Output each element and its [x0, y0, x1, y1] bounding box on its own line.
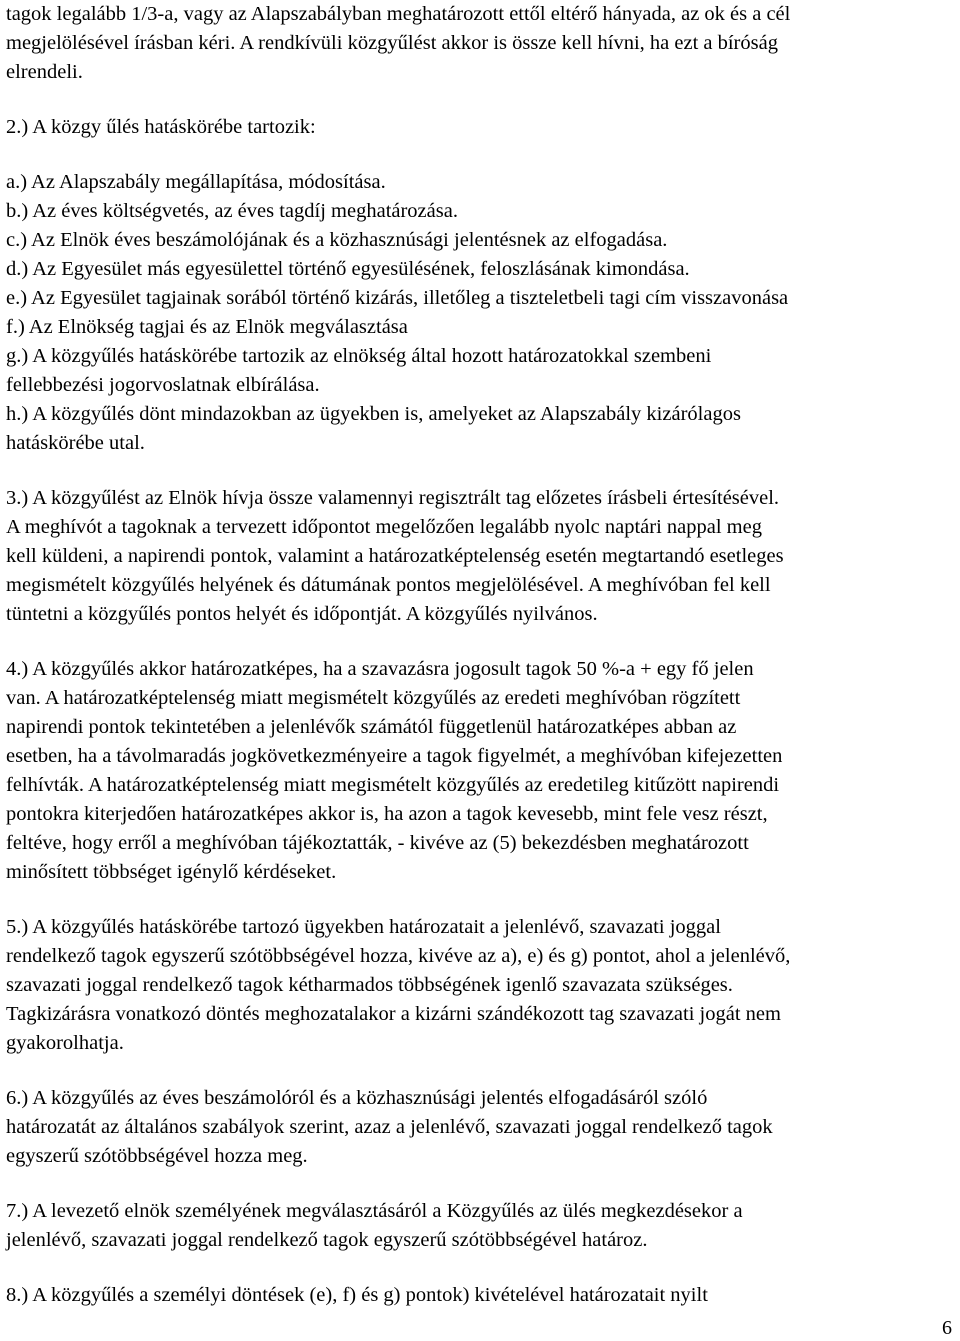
section-2-heading	[6, 113, 954, 142]
text-line: tüntetni a közgyűlés pontos helyét és időpontját. A közgyűlés nyilvános.	[6, 603, 598, 625]
text-line: egyszerű szótöbbségével hozza meg.	[6, 1145, 308, 1167]
section-6	[6, 1084, 954, 1171]
section-3	[6, 484, 954, 629]
list-item-a: a.) Az Alapszabály megállapítása, módosítása.	[6, 171, 386, 193]
list-item-e: e.) Az Egyesület tagjainak sorából történő kizárás, illetőleg a tiszteletbeli tagi cím visszavonása	[6, 287, 789, 309]
section-2-list	[6, 168, 954, 458]
text-line: 8.) A közgyűlés a személyi döntések (e), f) és g) pontok) kivételével határozatait nyilt	[6, 1284, 708, 1306]
text-line: 3.) A közgyűlést az Elnök hívja össze valamennyi regisztrált tag előzetes írásbeli értesítésével.	[6, 487, 780, 509]
text-line: kell küldeni, a napirendi pontok, valamint a határozatképtelenség esetén megtartandó esetleges	[6, 545, 784, 567]
text-line: pontokra kiterjedően határozatképes akkor is, ha azon a tagok kevesebb, mint fele vesz részt,	[6, 803, 768, 825]
text-line: 5.) A közgyűlés hatáskörébe tartozó ügyekben határozatait a jelenlévő, szavazati joggal	[6, 916, 721, 938]
text-line: 4.) A közgyűlés akkor határozatképes, ha a szavazásra jogosult tagok 50 %-a + egy fő jelen	[6, 658, 754, 680]
text-line: 6.) A közgyűlés az éves beszámolóról és a közhasznúsági jelentés elfogadásáról szóló	[6, 1087, 708, 1109]
text-line: megismételt közgyűlés helyének és dátumának pontos megjelölésével. A meghívóban fel kell	[6, 574, 771, 596]
list-item-d: d.) Az Egyesület más egyesülettel történő egyesülésének, feloszlásának kimondása.	[6, 258, 690, 280]
list-item-h-cont: hatáskörébe utal.	[6, 432, 145, 454]
text-line: megjelölésével írásban kéri. A rendkívüli közgyűlést akkor is össze kell hívni, ha ezt a bíróság	[6, 32, 778, 54]
text-line: tagok legalább 1/3-a, vagy az Alapszabályban meghatározott ettől eltérő hányada, az ok és a cél	[6, 3, 791, 25]
section-8	[6, 1281, 954, 1310]
section-5	[6, 913, 954, 1058]
text-line: gyakorolhatja.	[6, 1032, 124, 1054]
list-item-g-cont: fellebbezési jogorvoslatnak elbírálása.	[6, 374, 320, 396]
text-line: felhívták. A határozatképtelenség miatt megismételt közgyűlés az eredetileg kitűzött napirendi	[6, 774, 780, 796]
paragraph-1	[6, 0, 954, 87]
text-line: rendelkező tagok egyszerű szótöbbségével hozza, kivéve az a), e) és g) pontot, ahol a jelenlévő,	[6, 945, 791, 967]
text-line: A meghívót a tagoknak a tervezett időpontot megelőzően legalább nyolc naptári nappal meg	[6, 516, 762, 538]
text-line: 2.) A közgy űlés hatáskörébe tartozik:	[6, 116, 316, 138]
list-item-f: f.) Az Elnökség tagjai és az Elnök megválasztása	[6, 316, 408, 338]
list-item-b: b.) Az éves költségvetés, az éves tagdíj meghatározása.	[6, 200, 458, 222]
text-line: feltéve, hogy erről a meghívóban tájékoztatták, - kivéve az (5) bekezdésben meghatározott	[6, 832, 749, 854]
section-4	[6, 655, 954, 887]
text-line: elrendeli.	[6, 61, 83, 83]
text-line: minősített többséget igénylő kérdéseket.	[6, 861, 337, 883]
text-line: napirendi pontok tekintetében a jelenlévők számától függetlenül határozatképes abban az	[6, 716, 737, 738]
list-item-c: c.) Az Elnök éves beszámolójának és a közhasznúsági jelentésnek az elfogadása.	[6, 229, 668, 251]
section-7	[6, 1197, 954, 1255]
list-item-g: g.) A közgyűlés hatáskörébe tartozik az elnökség által hozott határozatokkal szembeni	[6, 345, 712, 367]
text-line: szavazati joggal rendelkező tagok kétharmados többségének igenlő szavazata szükséges.	[6, 974, 733, 996]
text-line: jelenlévő, szavazati joggal rendelkező tagok egyszerű szótöbbségével határoz.	[6, 1229, 648, 1251]
text-line: 7.) A levezető elnök személyének megválasztásáról a Közgyűlés az ülés megkezdésekor a	[6, 1200, 743, 1222]
text-line: esetben, ha a távolmaradás jogkövetkezményeire a tagok figyelmét, a meghívóban kifejezetten	[6, 745, 783, 767]
document-page	[6, 0, 954, 1310]
text-line: van. A határozatképtelenség miatt megismételt közgyűlés az eredeti meghívóban rögzített	[6, 687, 741, 709]
page-number: 6	[942, 1317, 952, 1339]
text-line: határozatát az általános szabályok szerint, azaz a jelenlévő, szavazati joggal rendelkező tagok	[6, 1116, 773, 1138]
text-line: Tagkizárásra vonatkozó döntés meghozatalakor a kizárni szándékozott tag szavazati jogát nem	[6, 1003, 781, 1025]
list-item-h: h.) A közgyűlés dönt mindazokban az ügyekben is, amelyeket az Alapszabály kizárólagos	[6, 403, 741, 425]
